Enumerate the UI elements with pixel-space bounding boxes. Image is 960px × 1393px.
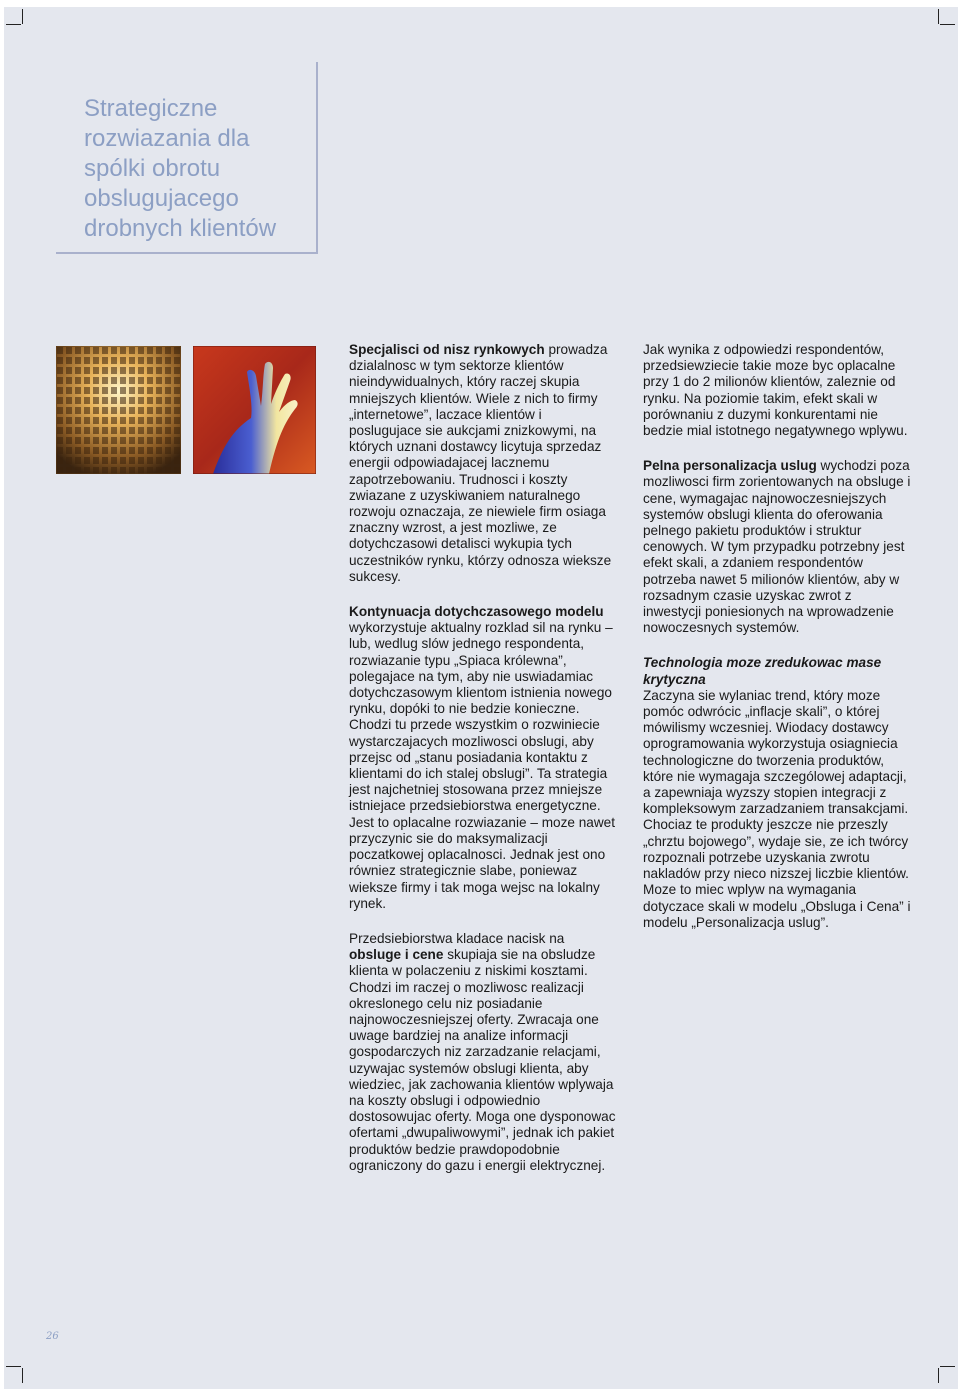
paragraph-technology: Zaczyna sie wylaniac trend, który moze pomóc odwrócic „inflacje skali”, o której mówilismy wczesniej. Wiodacy dostawcy oprogramowania wykorzystuja osiagniecia technologiczne do tworzenia produktów, które nie wymagaja szczególowej adaptacji, a zapewniaja wyzszy stopien integracji z kompleksowym zarzadzaniem transakcjami. Chociaz te produkty jeszcze nie przeszly „chrztu bojowego”, wydaje sie, ze ich twórcy rozpoznali potrzebe uzyskania zwrotu nakladów przy nieco nizszej liczbie klientów. Moze to miec wplyw na wymagania dotyczace skali w modelu „Obsluga i Cena” i modelu „Personalizacja uslug”. [643, 687, 911, 930]
page-number: 26 [46, 1331, 59, 1342]
hand-in-blue-and-yellow-light-photo [193, 346, 316, 474]
paragraph-body: wychodzi poza mozliwosci firm zorientowanych na obsluge i cene, wymagajac najnowoczesniejszych systemów obslugi klienta do oferowania pelnego pakietu produktów i struktur cenowych. W tym przypadku potrzebny jest efekt skali, a zdaniem respondentów potrzeba nawet 5 milionów klientów, aby w rozsadnym czasie uzyskac zwrot z inwestycji poniesionych na wprowadzenie nowoczesnych systemów. [643, 458, 911, 636]
crop-mark-bottom-left [22, 1368, 23, 1383]
crop-mark-bottom-right [940, 1366, 955, 1367]
paragraph-heading: Kontynuacja dotychczasowego modelu [349, 604, 604, 620]
paragraph-heading: obsluge i cene [349, 947, 444, 963]
paragraph-lead-in: Przedsiebiorstwa kladace nacisk na [349, 930, 565, 946]
crop-mark-top-left [6, 24, 21, 25]
page-title: Strategiczne rozwiazania dla spólki obrotu obslugujacego drobnych klientów [84, 95, 277, 242]
paragraph-niche-specialists [349, 342, 617, 585]
section-subheading: Technologia moze zredukowac mase krytyczna [643, 655, 882, 687]
paragraph-full-personalization [643, 458, 913, 636]
crop-mark-top-right [940, 24, 955, 25]
paragraph-body: prowadza dzialalnosc w tym sektorze klientów nieindywidualnych, który raczej skupia mniejszych klientów. Wiele z nich to firmy „internetowe”, laczace klientów i poslugujace sie aukcjami znizkowymi, na których uznani dostawcy licytuja sprzedaz energii odpowiadajacej lacznemu zapotrzebowaniu. Trudnosci i koszty zwiazane z uzyskiwaniem naturalnego rozwoju oznaczaja, ze niewiele firm osiaga znaczny wzrost, a jest mozliwe, ze dotychczasowi detalisci wykupia tych uczestników rynku, którzy odnosza wieksze sukcesy. [349, 342, 612, 584]
paragraph-heading: Specjalisci od nisz rynkowych [349, 342, 545, 357]
crop-mark-bottom-right [938, 1368, 939, 1383]
crop-mark-bottom-left [6, 1366, 21, 1367]
crop-mark-top-right [938, 9, 939, 24]
paragraph-body: wykorzystuje aktualny rozklad sil na rynku – lub, wedlug slów jednego respondenta, rozwiazanie typu „Spiaca królewna”, polegajace na tym, aby nie uswiadamiac dotychczasowym klientom istnienia nowego rynku, dopóki to nie bedzie konieczne. Chodzi tu przede wszystkim o rozwiniecie wystarczajacych mozliwosci obslugi, aby przejsc od „stanu posiadania kontaktu z klientami do ich stalej obslugi”. Ta strategia jest najchetniej stosowana przez mniejsze istniejace przedsiebiorstwa energetyczne. Jest to oplacalne rozwiazanie – moze nawet przyczynic sie do maksymalizacji poczatkowej oplacalnosci. Jednak jest ono równiez strategicznie slabe, poniewaz wieksze firmy i tak moga wejsc na lokalny rynek. [349, 620, 615, 911]
paragraph-respondents: Jak wynika z odpowiedzi respondentów, przedsiewziecie takie moze byc oplacalne przy 1 do 2 milionów klientów, zaleznie od rynku. Na poziomie takim, efekt skali w porównaniu z duzymi konkurentami nie bedzie mial istotnego negatywnego wplywu. [643, 342, 908, 439]
paragraph-heading: Pelna personalizacja uslug [643, 458, 817, 474]
paragraph-service-and-price [349, 931, 617, 1174]
paragraph-model-continuation [349, 604, 617, 912]
crop-mark-top-left [22, 9, 23, 24]
illuminated-lattice-photo [56, 346, 181, 474]
text-column-left [349, 342, 617, 1193]
text-column-right [643, 342, 913, 950]
paragraph-body: skupiaja sie na obsludze klienta w polaczeniu z niskimi kosztami. Chodzi im raczej o mozliwosc realizacji okreslonego celu niz posiadanie najnowoczesniejszej oferty. Zwracaja one uwage bardziej na analize informacji gospodarczych niz zarzadzanie relacjami, uzywajac systemów obslugi klienta, aby wiedziec, jak zachowania klientów wplywaja na koszty obslugi i odpowiednio dostosowujac oferty. Moga one dysponowac ofertami „dwupaliwowymi”, jednak ich pakiet produktów bedzie prawdopodobnie ograniczony do gazu i energii elektrycznej. [349, 947, 616, 1173]
